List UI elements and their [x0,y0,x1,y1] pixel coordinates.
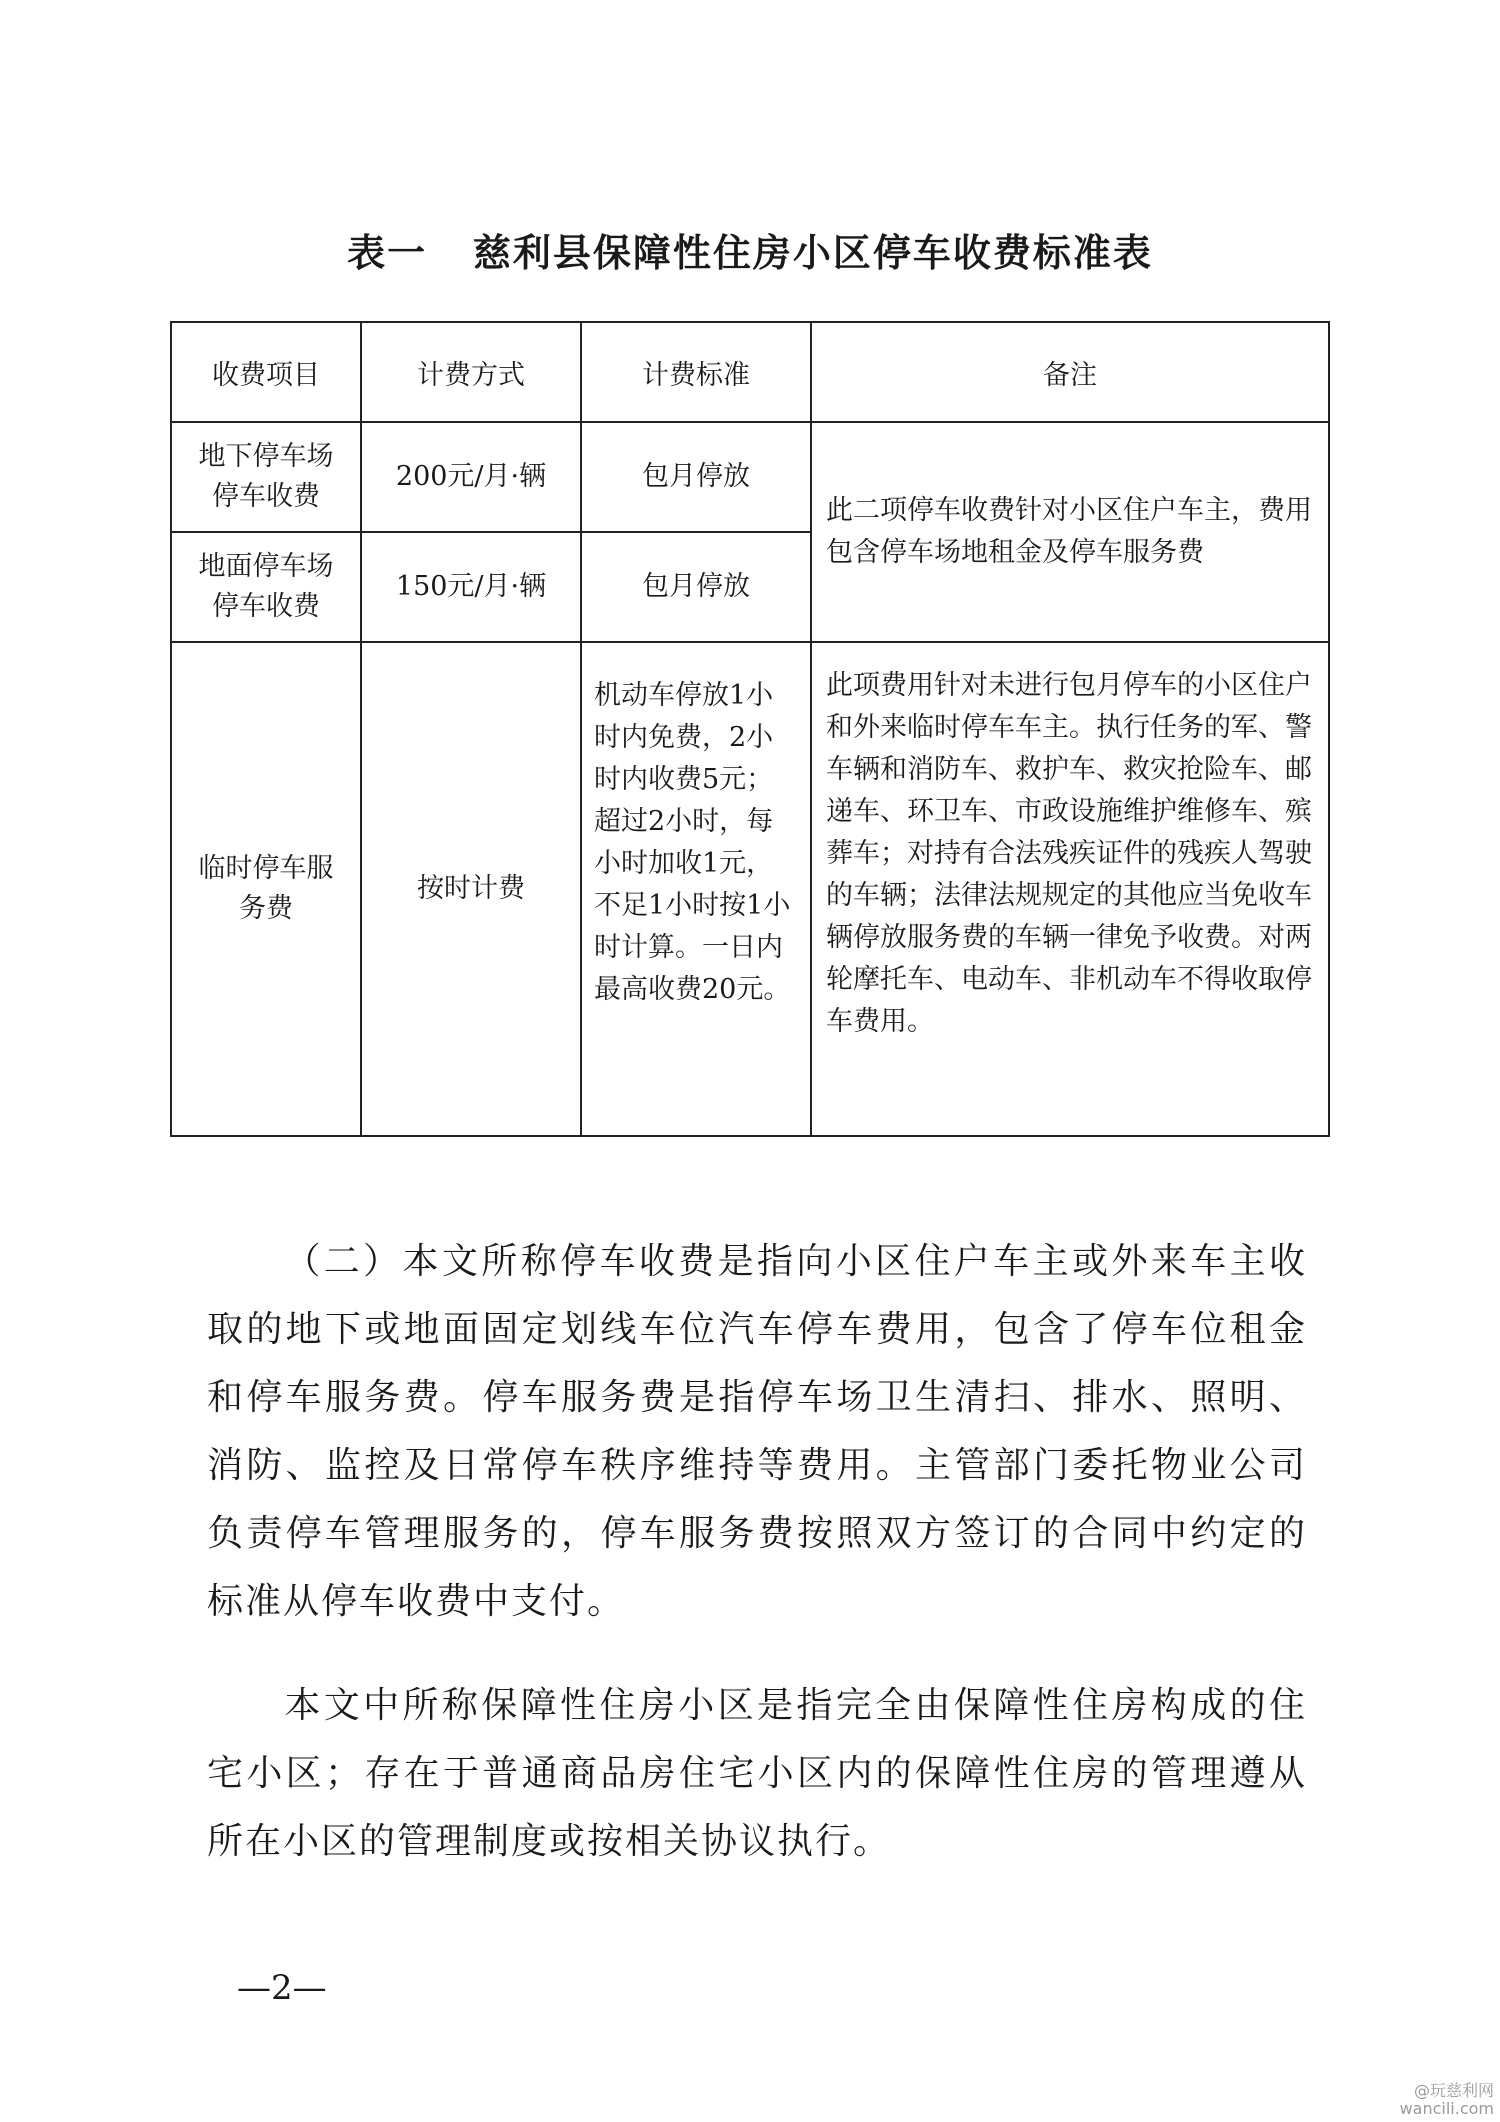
header-note: 备注 [811,322,1329,422]
paragraph-text: （二）本文所称停车收费是指向小区住户车主或外来车主收取的地下或地面固定划线车位汽车停车费用，包含了停车位租金和停车服务费。停车服务费是指停车场卫生清扫、排水、照明、消防、监控及日常停车秩序维持等费用。主管部门委托物业公司负责停车管理服务的，停车服务费按照双方签订的合同中约定的标准从停车收费中支付。 [207,1241,1307,1622]
table-header-row [171,322,1329,422]
header-item: 收费项目 [171,322,361,422]
table-row [171,642,1329,1136]
paragraph-parking-definition [207,1228,1307,1636]
watermark [1400,2082,1494,2118]
row-standard: 包月停放 [581,422,811,532]
row-item: 临时停车服务费 [171,642,361,1136]
document-title: 表一 慈利县保障性住房小区停车收费标准表 [347,231,1153,275]
row-method: 按时计费 [361,642,581,1136]
page-number: —2— [237,1968,327,2008]
parking-fee-table [170,321,1330,1137]
row-standard: 机动车停放1小时内免费，2小时内收费5元；超过2小时，每小时加收1元，不足1小时按1小时计算。一日内最高收费20元。 [581,642,811,1136]
watermark-line: wancili.com [1399,2099,1494,2118]
header-method: 计费方式 [361,322,581,422]
paragraph-housing-definition [207,1672,1307,1876]
row-standard: 包月停放 [581,532,811,642]
row-method: 150元/月·辆 [361,532,581,642]
row-note: 此项费用针对未进行包月停车的小区住户和外来临时停车车主。执行任务的军、警车辆和消防车、救护车、救灾抢险车、邮递车、环卫车、市政设施维护维修车、殡葬车；对持有合法残疾证件的残疾人驾驶的车辆；法律法规规定的其他应当免收车辆停放服务费的车辆一律免予收费。对两轮摩托车、电动车、非机动车不得收取停车费用。 [811,642,1329,1136]
row-note-shared: 此二项停车收费针对小区住户车主，费用包含停车场地租金及停车服务费 [811,422,1329,642]
row-item: 地面停车场停车收费 [171,532,361,642]
table-row [171,422,1329,532]
watermark-line: @玩慈利网 [1413,2081,1494,2100]
paragraph-text: 本文中所称保障性住房小区是指完全由保障性住房构成的住宅小区；存在于普通商品房住宅小区内的保障性住房的管理遵从所在小区的管理制度或按相关协议执行。 [207,1685,1307,1862]
header-standard: 计费标准 [581,322,811,422]
row-item: 地下停车场停车收费 [171,422,361,532]
row-method: 200元/月·辆 [361,422,581,532]
